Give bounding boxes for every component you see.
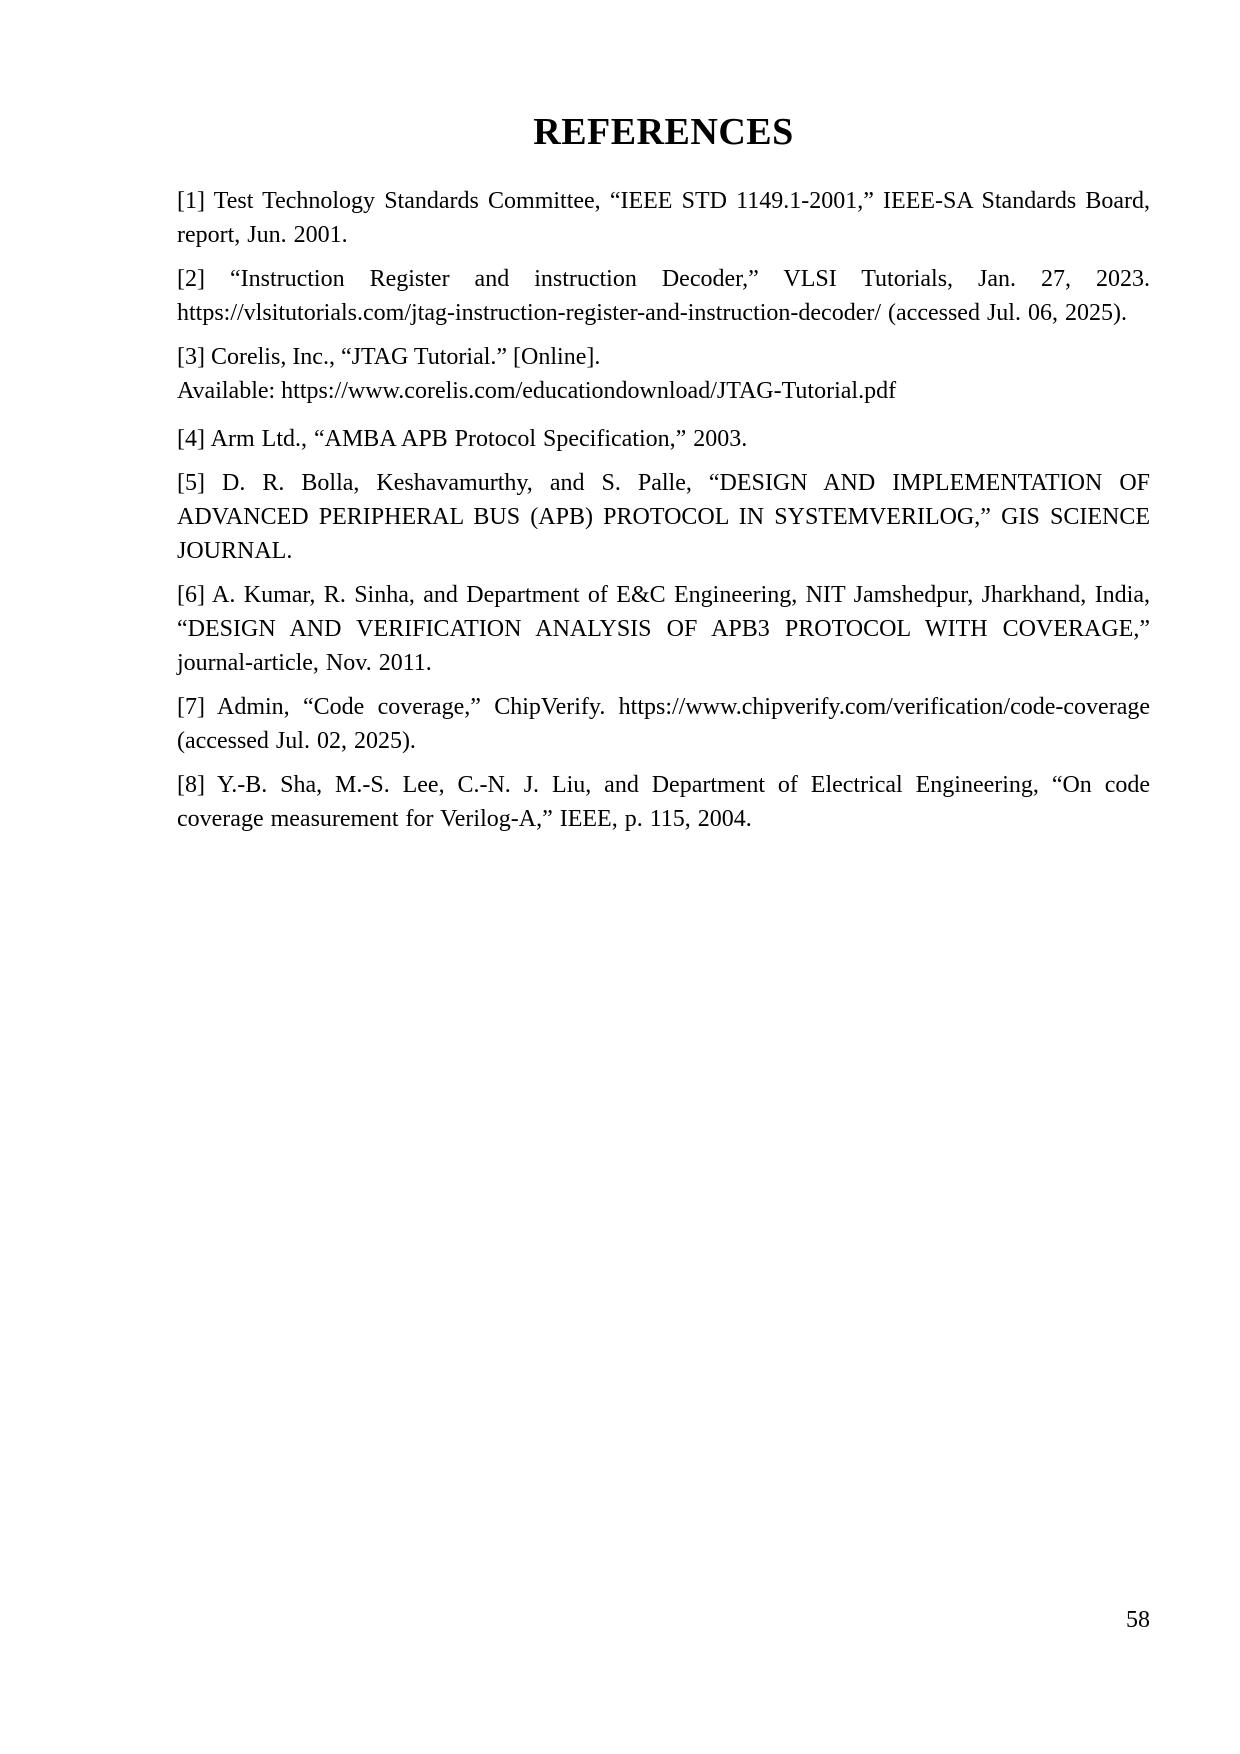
reference-7: [7] Admin, “Code coverage,” ChipVerify. https://www.chipverify.com/verification/code-coverage (accessed Jul. 02, 2025). — [177, 694, 1150, 754]
reference-5: [5] D. R. Bolla, Keshavamurthy, and S. Palle, “DESIGN AND IMPLEMENTATION OF ADVANCED PERIPHERAL BUS (APB) PROTOCOL IN SYSTEMVERILOG,” GIS SCIENCE JOURNAL. — [177, 470, 1150, 564]
references-list — [177, 184, 1150, 836]
reference-1: [1] Test Technology Standards Committee, “IEEE STD 1149.1-2001,” IEEE-SA Standards Board, report, Jun. 2001. — [177, 188, 1150, 248]
page-content — [177, 0, 1150, 846]
reference-3 — [177, 340, 1150, 408]
reference-3-line-1: [3] Corelis, Inc., “JTAG Tutorial.” [Online]. — [177, 344, 601, 370]
reference-6: [6] A. Kumar, R. Sinha, and Department of E&C Engineering, NIT Jamshedpur, Jharkhand, India, “DESIGN AND VERIFICATION ANALYSIS OF APB3 PROTOCOL WITH COVERAGE,” journal-article, Nov. 2011. — [177, 582, 1150, 676]
reference-4: [4] Arm Ltd., “AMBA APB Protocol Specification,” 2003. — [177, 426, 748, 452]
page-number: 58 — [1126, 1607, 1150, 1633]
reference-3-line-2: Available: https://www.corelis.com/educationdownload/JTAG-Tutorial.pdf — [177, 378, 897, 404]
reference-2: [2] “Instruction Register and instruction Decoder,” VLSI Tutorials, Jan. 27, 2023. https://vlsitutorials.com/jtag-instruction-register-and-instruction-decoder/ (accessed Jul. 06, 2025). — [177, 266, 1150, 326]
reference-8: [8] Y.-B. Sha, M.-S. Lee, C.-N. J. Liu, and Department of Electrical Engineering, “On code coverage measurement for Verilog-A,” IEEE, p. 115, 2004. — [177, 772, 1150, 832]
page-title: REFERENCES — [533, 111, 794, 153]
